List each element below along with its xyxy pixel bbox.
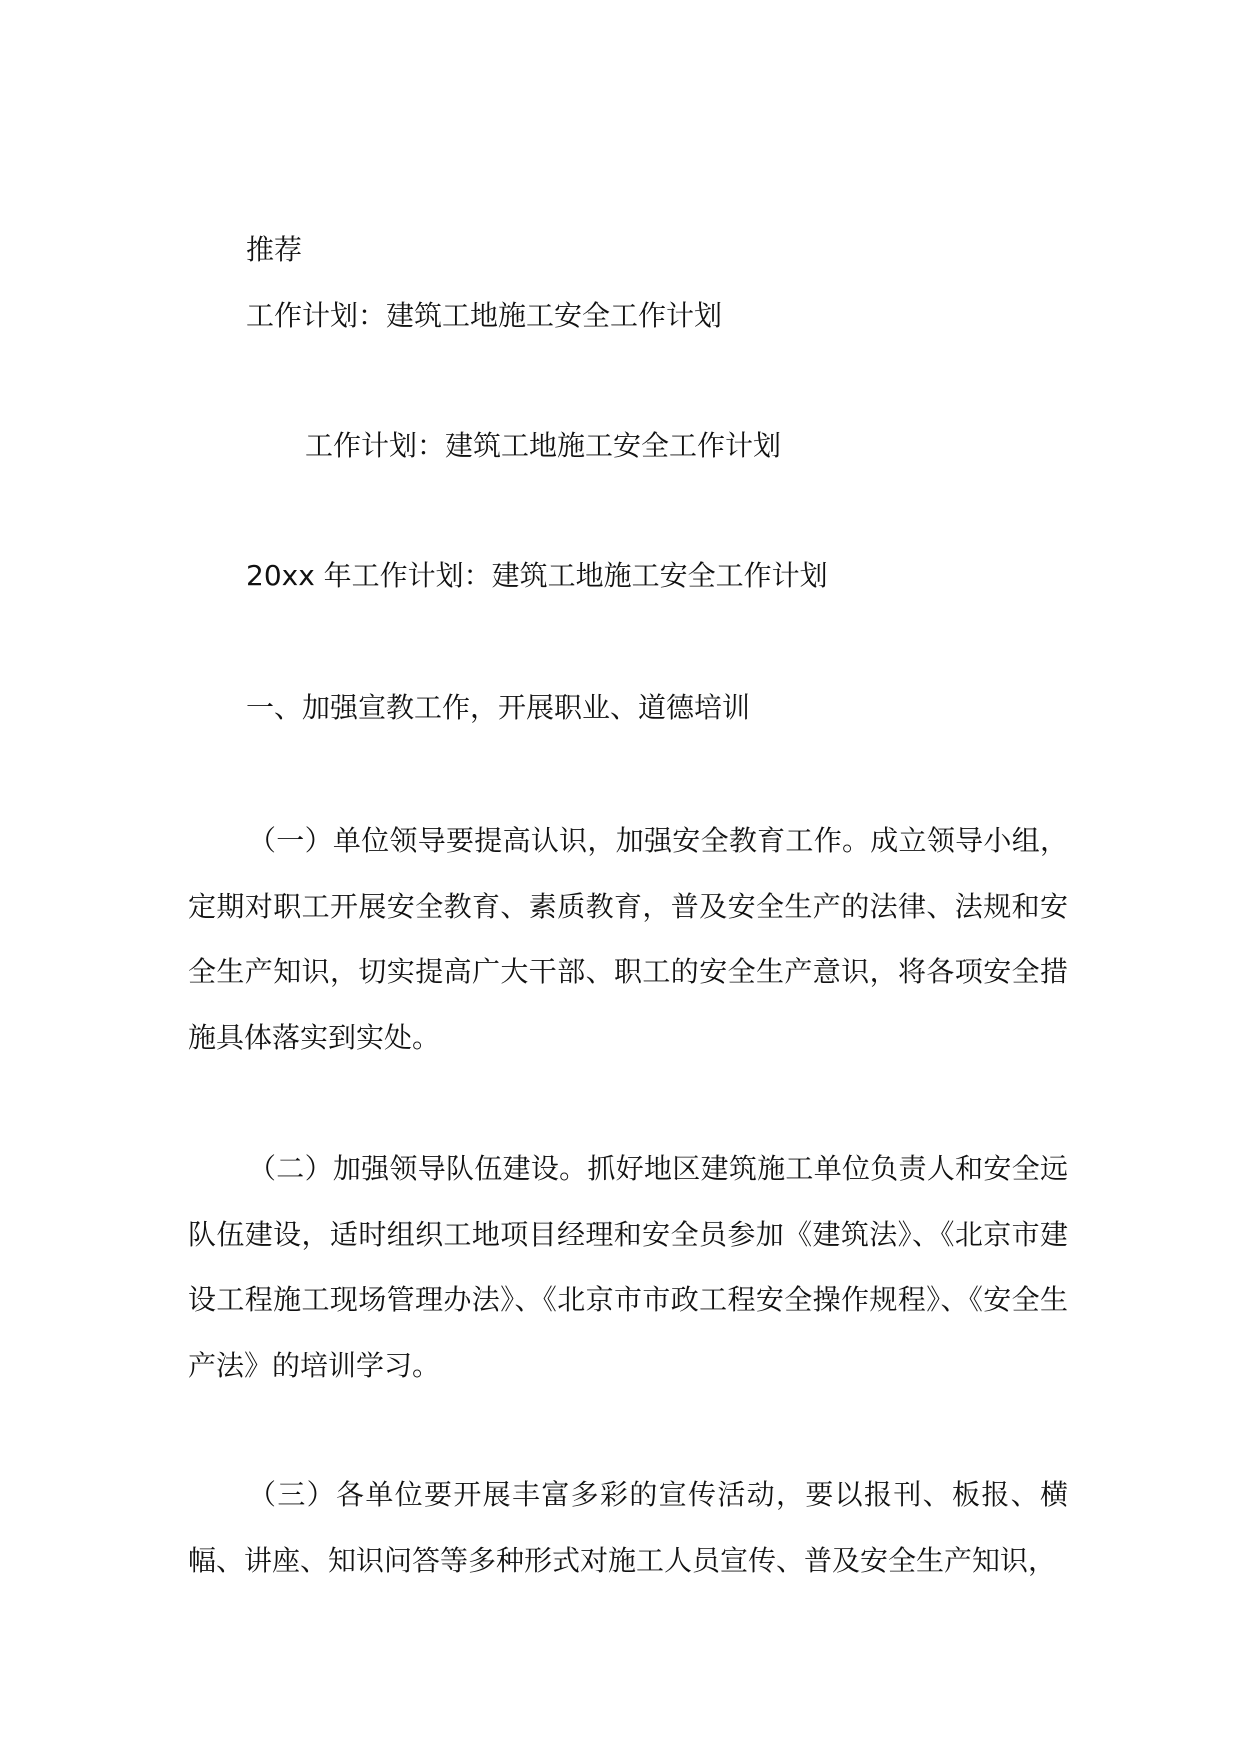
section-heading: 一、加强宣教工作，开展职业、道德培训 (246, 691, 751, 724)
centered-heading: 工作计划：建筑工地施工安全工作计划 (305, 429, 782, 462)
paragraph-2: （二）加强领导队伍建设。抓好地区建筑施工单位负责人和安全远队伍建设，适时组织工地项目经理和安全员参加《建筑法》、《北京市建设工程施工现场管理办法》、《北京市市政工程安全操作规程》、《安全生产法》的培训学习。 (188, 1152, 1068, 1382)
year-plan-heading: 20xx 年工作计划：建筑工地施工安全工作计划 (246, 559, 828, 592)
paragraph-1: （一）单位领导要提高认识，加强安全教育工作。成立领导小组，定期对职工开展安全教育、素质教育，普及安全生产的法律、法规和安全生产知识，切实提高广大干部、职工的安全生产意识，将各项安全措施具体落实到实处。 (188, 824, 1068, 1054)
paragraph-3: （三）各单位要开展丰富多彩的宣传活动，要以报刊、板报、横幅、讲座、知识问答等多种形式对施工人员宣传、普及安全生产知识， (188, 1478, 1068, 1577)
recommend-label: 推荐 (246, 233, 303, 266)
document-title: 工作计划：建筑工地施工安全工作计划 (246, 299, 723, 332)
